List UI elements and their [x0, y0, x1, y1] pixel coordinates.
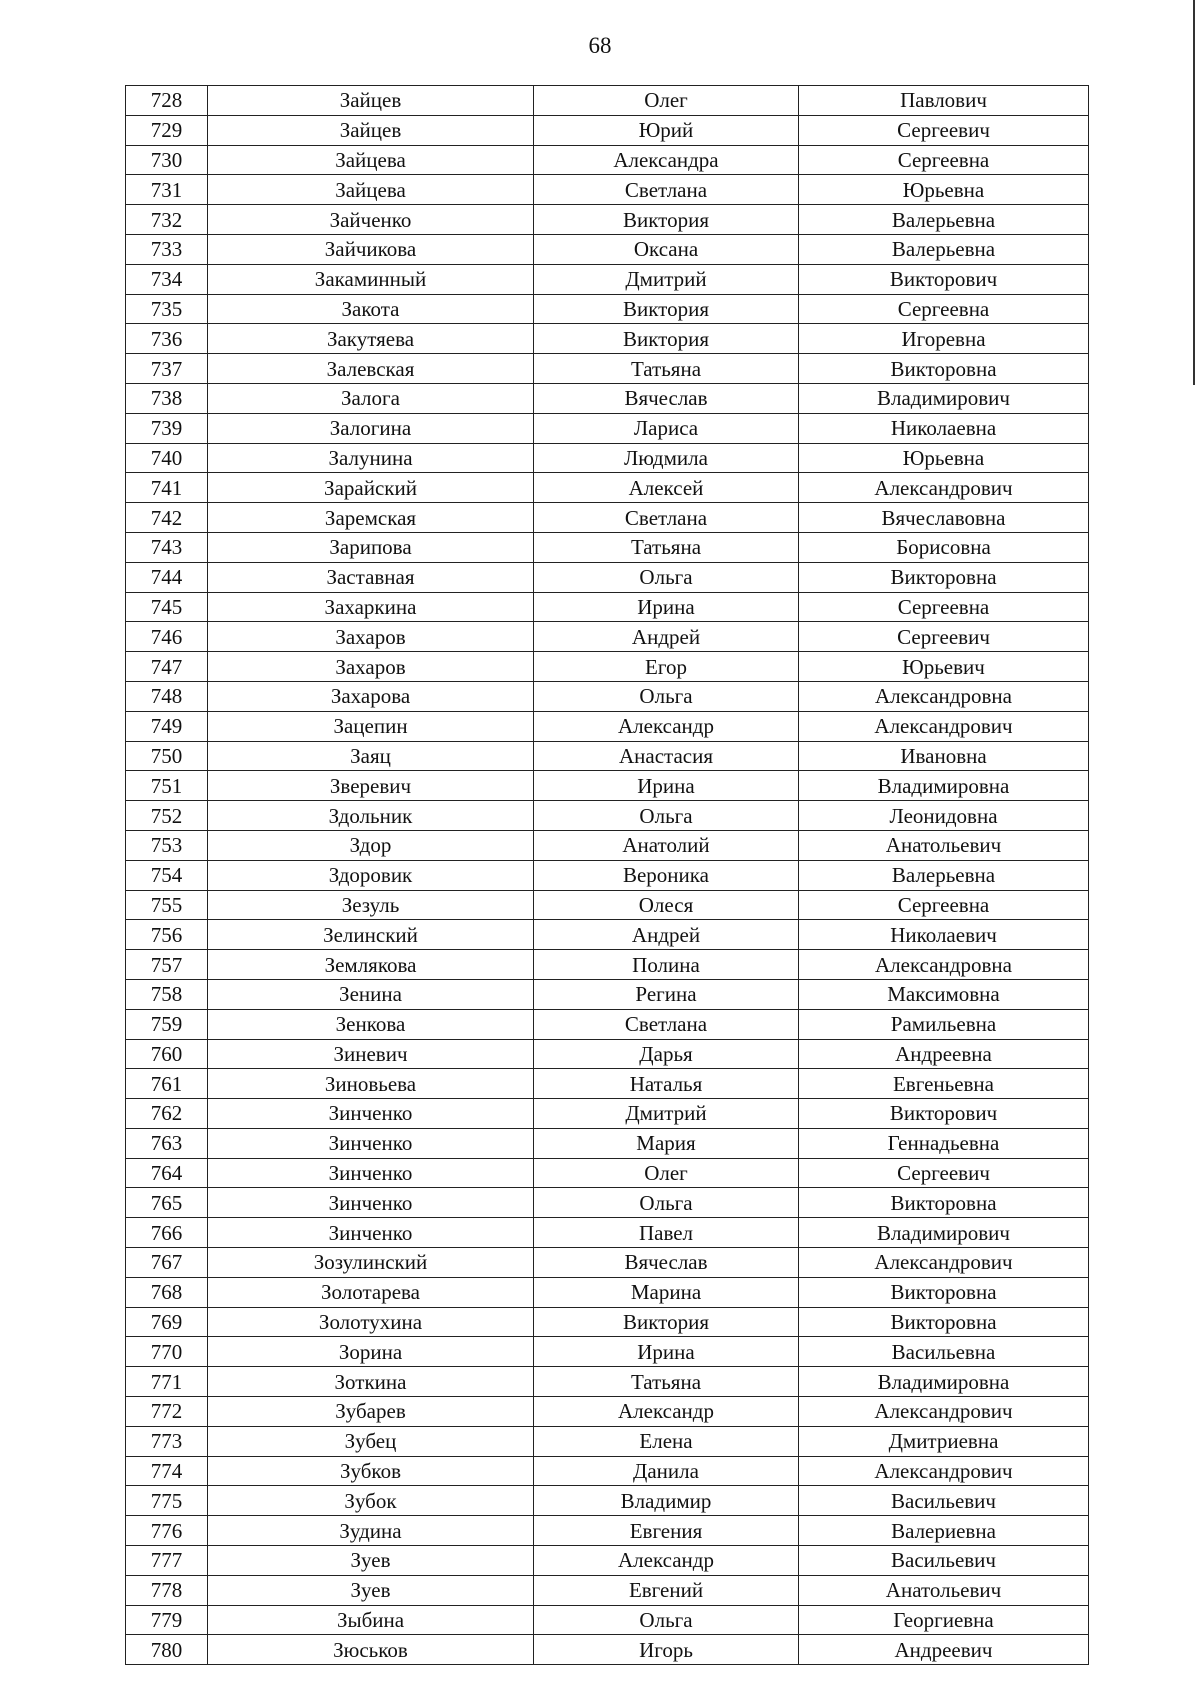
patronymic-cell: Павлович [799, 86, 1089, 116]
patronymic-cell: Дмитриевна [799, 1426, 1089, 1456]
row-number-cell: 769 [126, 1307, 208, 1337]
first-name-cell: Ирина [534, 1337, 799, 1367]
table-row [126, 324, 1089, 354]
table-row [126, 383, 1089, 413]
table-row [126, 741, 1089, 771]
last-name-cell: Захарова [208, 681, 534, 711]
row-number-cell: 759 [126, 1009, 208, 1039]
last-name-cell: Зубец [208, 1426, 534, 1456]
table-row [126, 1456, 1089, 1486]
first-name-cell: Мария [534, 1128, 799, 1158]
table-row [126, 1575, 1089, 1605]
first-name-cell: Александр [534, 1397, 799, 1427]
patronymic-cell: Александрович [799, 711, 1089, 741]
table-row [126, 1605, 1089, 1635]
last-name-cell: Зинченко [208, 1218, 534, 1248]
table-row [126, 801, 1089, 831]
first-name-cell: Данила [534, 1456, 799, 1486]
row-number-cell: 771 [126, 1367, 208, 1397]
first-name-cell: Ольга [534, 681, 799, 711]
first-name-cell: Ирина [534, 592, 799, 622]
first-name-cell: Людмила [534, 443, 799, 473]
first-name-cell: Татьяна [534, 532, 799, 562]
last-name-cell: Зайченко [208, 205, 534, 235]
first-name-cell: Дмитрий [534, 264, 799, 294]
table-row [126, 1039, 1089, 1069]
patronymic-cell: Сергеевна [799, 890, 1089, 920]
patronymic-cell: Геннадьевна [799, 1128, 1089, 1158]
row-number-cell: 750 [126, 741, 208, 771]
patronymic-cell: Николаевна [799, 413, 1089, 443]
first-name-cell: Владимир [534, 1486, 799, 1516]
table-row [126, 1188, 1089, 1218]
first-name-cell: Ирина [534, 771, 799, 801]
row-number-cell: 728 [126, 86, 208, 116]
last-name-cell: Зарайский [208, 473, 534, 503]
last-name-cell: Зайчикова [208, 234, 534, 264]
last-name-cell: Землякова [208, 950, 534, 980]
patronymic-cell: Александрович [799, 1248, 1089, 1278]
last-name-cell: Зацепин [208, 711, 534, 741]
first-name-cell: Павел [534, 1218, 799, 1248]
patronymic-cell: Александровна [799, 681, 1089, 711]
patronymic-cell: Викторовна [799, 354, 1089, 384]
table-row [126, 1099, 1089, 1129]
first-name-cell: Полина [534, 950, 799, 980]
table-row [126, 711, 1089, 741]
patronymic-cell: Александрович [799, 473, 1089, 503]
first-name-cell: Татьяна [534, 354, 799, 384]
patronymic-cell: Сергеевич [799, 115, 1089, 145]
first-name-cell: Виктория [534, 1307, 799, 1337]
first-name-cell: Олег [534, 86, 799, 116]
row-number-cell: 780 [126, 1635, 208, 1665]
table-row [126, 860, 1089, 890]
table-row [126, 532, 1089, 562]
patronymic-cell: Викторовна [799, 1277, 1089, 1307]
table-row [126, 771, 1089, 801]
first-name-cell: Вероника [534, 860, 799, 890]
first-name-cell: Ольга [534, 1188, 799, 1218]
last-name-cell: Захаров [208, 622, 534, 652]
last-name-cell: Золотухина [208, 1307, 534, 1337]
row-number-cell: 738 [126, 383, 208, 413]
first-name-cell: Вячеслав [534, 383, 799, 413]
table-row [126, 1009, 1089, 1039]
table-row [126, 413, 1089, 443]
patronymic-cell: Васильевич [799, 1486, 1089, 1516]
row-number-cell: 755 [126, 890, 208, 920]
last-name-cell: Заремская [208, 503, 534, 533]
table-row [126, 205, 1089, 235]
table-row [126, 1516, 1089, 1546]
row-number-cell: 742 [126, 503, 208, 533]
table-row [126, 1635, 1089, 1665]
table-row [126, 1069, 1089, 1099]
row-number-cell: 735 [126, 294, 208, 324]
row-number-cell: 772 [126, 1397, 208, 1427]
last-name-cell: Зиновьева [208, 1069, 534, 1099]
patronymic-cell: Юрьевна [799, 443, 1089, 473]
last-name-cell: Зайцев [208, 115, 534, 145]
row-number-cell: 762 [126, 1099, 208, 1129]
patronymic-cell: Валерьевна [799, 234, 1089, 264]
row-number-cell: 729 [126, 115, 208, 145]
table-row [126, 1486, 1089, 1516]
first-name-cell: Ольга [534, 1605, 799, 1635]
row-number-cell: 753 [126, 830, 208, 860]
row-number-cell: 775 [126, 1486, 208, 1516]
row-number-cell: 736 [126, 324, 208, 354]
patronymic-cell: Анатольевич [799, 830, 1089, 860]
row-number-cell: 758 [126, 979, 208, 1009]
row-number-cell: 739 [126, 413, 208, 443]
first-name-cell: Светлана [534, 175, 799, 205]
row-number-cell: 734 [126, 264, 208, 294]
row-number-cell: 737 [126, 354, 208, 384]
last-name-cell: Зоткина [208, 1367, 534, 1397]
last-name-cell: Зелинский [208, 920, 534, 950]
first-name-cell: Евгений [534, 1575, 799, 1605]
first-name-cell: Марина [534, 1277, 799, 1307]
first-name-cell: Анастасия [534, 741, 799, 771]
last-name-cell: Зайцева [208, 145, 534, 175]
patronymic-cell: Викторовна [799, 562, 1089, 592]
patronymic-cell: Владимировна [799, 1367, 1089, 1397]
table-row [126, 979, 1089, 1009]
patronymic-cell: Андреевна [799, 1039, 1089, 1069]
patronymic-cell: Владимирович [799, 383, 1089, 413]
table-row [126, 950, 1089, 980]
patronymic-cell: Георгиевна [799, 1605, 1089, 1635]
table-row [126, 1248, 1089, 1278]
first-name-cell: Дмитрий [534, 1099, 799, 1129]
first-name-cell: Вячеслав [534, 1248, 799, 1278]
table-row [126, 920, 1089, 950]
row-number-cell: 768 [126, 1277, 208, 1307]
last-name-cell: Зенкова [208, 1009, 534, 1039]
last-name-cell: Зинченко [208, 1128, 534, 1158]
last-name-cell: Закутяева [208, 324, 534, 354]
table-row [126, 1397, 1089, 1427]
table-row [126, 145, 1089, 175]
table-row [126, 1426, 1089, 1456]
first-name-cell: Виктория [534, 294, 799, 324]
patronymic-cell: Анатольевич [799, 1575, 1089, 1605]
patronymic-cell: Викторович [799, 1099, 1089, 1129]
row-number-cell: 740 [126, 443, 208, 473]
table-row [126, 115, 1089, 145]
last-name-cell: Залунина [208, 443, 534, 473]
table-row [126, 443, 1089, 473]
row-number-cell: 763 [126, 1128, 208, 1158]
row-number-cell: 732 [126, 205, 208, 235]
first-name-cell: Татьяна [534, 1367, 799, 1397]
last-name-cell: Зинченко [208, 1188, 534, 1218]
row-number-cell: 764 [126, 1158, 208, 1188]
patronymic-cell: Викторовна [799, 1188, 1089, 1218]
patronymic-cell: Рамильевна [799, 1009, 1089, 1039]
last-name-cell: Здольник [208, 801, 534, 831]
patronymic-cell: Вячеславовна [799, 503, 1089, 533]
patronymic-cell: Сергеевич [799, 622, 1089, 652]
patronymic-cell: Васильевна [799, 1337, 1089, 1367]
last-name-cell: Зубков [208, 1456, 534, 1486]
patronymic-cell: Ивановна [799, 741, 1089, 771]
last-name-cell: Зуев [208, 1546, 534, 1576]
last-name-cell: Зверевич [208, 771, 534, 801]
patronymic-cell: Александрович [799, 1397, 1089, 1427]
first-name-cell: Елена [534, 1426, 799, 1456]
last-name-cell: Залевская [208, 354, 534, 384]
patronymic-cell: Викторовна [799, 1307, 1089, 1337]
names-table-body [126, 86, 1089, 1665]
last-name-cell: Зайцев [208, 86, 534, 116]
last-name-cell: Зубок [208, 1486, 534, 1516]
row-number-cell: 757 [126, 950, 208, 980]
first-name-cell: Виктория [534, 324, 799, 354]
table-row [126, 592, 1089, 622]
row-number-cell: 773 [126, 1426, 208, 1456]
row-number-cell: 731 [126, 175, 208, 205]
patronymic-cell: Васильевич [799, 1546, 1089, 1576]
patronymic-cell: Владимировна [799, 771, 1089, 801]
last-name-cell: Зинченко [208, 1099, 534, 1129]
first-name-cell: Евгения [534, 1516, 799, 1546]
row-number-cell: 733 [126, 234, 208, 264]
row-number-cell: 766 [126, 1218, 208, 1248]
last-name-cell: Залогина [208, 413, 534, 443]
patronymic-cell: Сергеевна [799, 145, 1089, 175]
row-number-cell: 761 [126, 1069, 208, 1099]
table-row [126, 1158, 1089, 1188]
row-number-cell: 748 [126, 681, 208, 711]
last-name-cell: Залога [208, 383, 534, 413]
table-row [126, 830, 1089, 860]
last-name-cell: Закота [208, 294, 534, 324]
table-row [126, 1546, 1089, 1576]
last-name-cell: Зайцева [208, 175, 534, 205]
patronymic-cell: Максимовна [799, 979, 1089, 1009]
first-name-cell: Наталья [534, 1069, 799, 1099]
last-name-cell: Закаминный [208, 264, 534, 294]
patronymic-cell: Игоревна [799, 324, 1089, 354]
last-name-cell: Зинченко [208, 1158, 534, 1188]
table-row [126, 1367, 1089, 1397]
last-name-cell: Заяц [208, 741, 534, 771]
row-number-cell: 741 [126, 473, 208, 503]
row-number-cell: 730 [126, 145, 208, 175]
patronymic-cell: Сергеевна [799, 592, 1089, 622]
row-number-cell: 754 [126, 860, 208, 890]
row-number-cell: 760 [126, 1039, 208, 1069]
patronymic-cell: Юрьевна [799, 175, 1089, 205]
table-row [126, 1307, 1089, 1337]
first-name-cell: Виктория [534, 205, 799, 235]
patronymic-cell: Сергеевна [799, 294, 1089, 324]
names-table [125, 85, 1089, 1665]
last-name-cell: Золотарева [208, 1277, 534, 1307]
row-number-cell: 751 [126, 771, 208, 801]
patronymic-cell: Сергеевич [799, 1158, 1089, 1188]
table-row [126, 473, 1089, 503]
first-name-cell: Алексей [534, 473, 799, 503]
first-name-cell: Александра [534, 145, 799, 175]
table-row [126, 86, 1089, 116]
table-row [126, 681, 1089, 711]
first-name-cell: Олег [534, 1158, 799, 1188]
last-name-cell: Здор [208, 830, 534, 860]
last-name-cell: Зезуль [208, 890, 534, 920]
last-name-cell: Зиневич [208, 1039, 534, 1069]
first-name-cell: Дарья [534, 1039, 799, 1069]
scan-edge-line [1193, 0, 1195, 385]
row-number-cell: 743 [126, 532, 208, 562]
row-number-cell: 776 [126, 1516, 208, 1546]
patronymic-cell: Борисовна [799, 532, 1089, 562]
row-number-cell: 756 [126, 920, 208, 950]
table-row [126, 264, 1089, 294]
table-row [126, 1337, 1089, 1367]
table-row [126, 503, 1089, 533]
first-name-cell: Ольга [534, 562, 799, 592]
first-name-cell: Регина [534, 979, 799, 1009]
last-name-cell: Здоровик [208, 860, 534, 890]
row-number-cell: 778 [126, 1575, 208, 1605]
patronymic-cell: Леонидовна [799, 801, 1089, 831]
row-number-cell: 770 [126, 1337, 208, 1367]
first-name-cell: Игорь [534, 1635, 799, 1665]
first-name-cell: Юрий [534, 115, 799, 145]
row-number-cell: 744 [126, 562, 208, 592]
table-row [126, 1128, 1089, 1158]
table-row [126, 652, 1089, 682]
table-row [126, 890, 1089, 920]
patronymic-cell: Александровна [799, 950, 1089, 980]
row-number-cell: 752 [126, 801, 208, 831]
first-name-cell: Анатолий [534, 830, 799, 860]
first-name-cell: Оксана [534, 234, 799, 264]
row-number-cell: 746 [126, 622, 208, 652]
row-number-cell: 765 [126, 1188, 208, 1218]
first-name-cell: Олеся [534, 890, 799, 920]
first-name-cell: Андрей [534, 622, 799, 652]
patronymic-cell: Николаевич [799, 920, 1089, 950]
first-name-cell: Ольга [534, 801, 799, 831]
row-number-cell: 745 [126, 592, 208, 622]
patronymic-cell: Андреевич [799, 1635, 1089, 1665]
patronymic-cell: Евгеньевна [799, 1069, 1089, 1099]
patronymic-cell: Викторович [799, 264, 1089, 294]
first-name-cell: Андрей [534, 920, 799, 950]
table-row [126, 1277, 1089, 1307]
row-number-cell: 767 [126, 1248, 208, 1278]
table-row [126, 175, 1089, 205]
first-name-cell: Александр [534, 711, 799, 741]
last-name-cell: Зуев [208, 1575, 534, 1605]
last-name-cell: Зозулинский [208, 1248, 534, 1278]
last-name-cell: Зарипова [208, 532, 534, 562]
patronymic-cell: Валерьевна [799, 205, 1089, 235]
last-name-cell: Захаркина [208, 592, 534, 622]
table-row [126, 562, 1089, 592]
last-name-cell: Зудина [208, 1516, 534, 1546]
patronymic-cell: Валерьевна [799, 860, 1089, 890]
row-number-cell: 747 [126, 652, 208, 682]
patronymic-cell: Александрович [799, 1456, 1089, 1486]
page-number: 68 [588, 33, 612, 58]
table-row [126, 234, 1089, 264]
last-name-cell: Зенина [208, 979, 534, 1009]
row-number-cell: 779 [126, 1605, 208, 1635]
last-name-cell: Зорина [208, 1337, 534, 1367]
last-name-cell: Зыбина [208, 1605, 534, 1635]
table-row [126, 1218, 1089, 1248]
first-name-cell: Светлана [534, 1009, 799, 1039]
table-row [126, 622, 1089, 652]
patronymic-cell: Владимирович [799, 1218, 1089, 1248]
row-number-cell: 749 [126, 711, 208, 741]
row-number-cell: 777 [126, 1546, 208, 1576]
last-name-cell: Захаров [208, 652, 534, 682]
first-name-cell: Егор [534, 652, 799, 682]
patronymic-cell: Валериевна [799, 1516, 1089, 1546]
first-name-cell: Светлана [534, 503, 799, 533]
patronymic-cell: Юрьевич [799, 652, 1089, 682]
row-number-cell: 774 [126, 1456, 208, 1486]
first-name-cell: Лариса [534, 413, 799, 443]
last-name-cell: Заставная [208, 562, 534, 592]
first-name-cell: Александр [534, 1546, 799, 1576]
table-row [126, 354, 1089, 384]
last-name-cell: Зюськов [208, 1635, 534, 1665]
table-row [126, 294, 1089, 324]
last-name-cell: Зубарев [208, 1397, 534, 1427]
